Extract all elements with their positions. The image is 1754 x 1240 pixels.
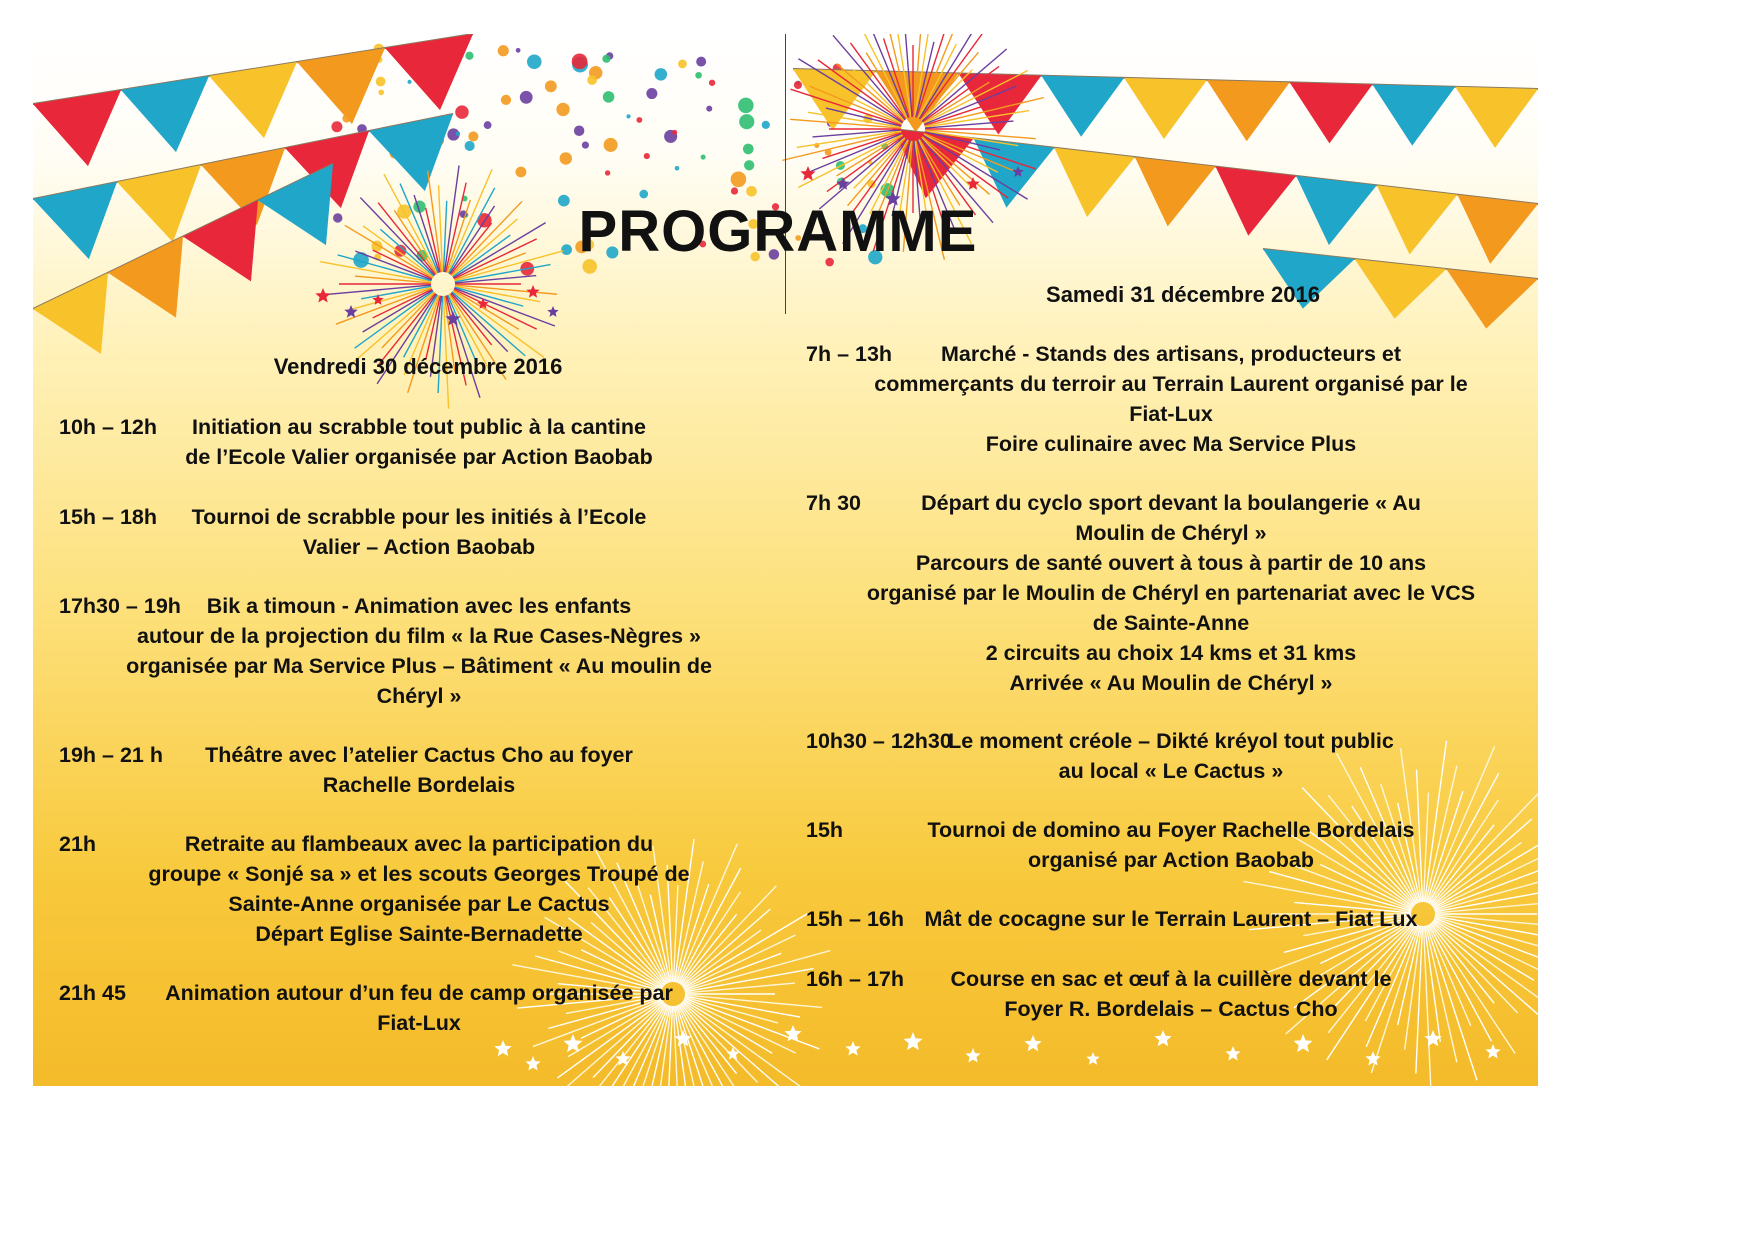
bunting-flag — [959, 73, 1042, 134]
confetti-dot — [560, 152, 572, 164]
event-line: autour de la projection du film « la Rue Cases-Nègres » — [137, 624, 701, 648]
bunting-flag — [1372, 85, 1455, 146]
event-description — [806, 904, 1536, 934]
star-shape — [1024, 1035, 1041, 1051]
bunting-flag — [33, 182, 117, 259]
bunting-flag — [369, 114, 453, 191]
star-shape — [1485, 1044, 1500, 1059]
confetti-dot — [739, 114, 754, 129]
firework-ray — [426, 296, 441, 360]
event-line: Départ Eglise Sainte-Bernadette — [255, 922, 583, 946]
bunting-flag — [1207, 80, 1290, 141]
bunting-flag — [117, 165, 201, 242]
bunting-flag — [33, 273, 108, 354]
confetti-dot — [516, 167, 527, 178]
confetti-dot — [636, 117, 642, 123]
confetti-dot — [465, 141, 475, 151]
confetti-dot — [646, 88, 657, 99]
event-line: Tournoi de scrabble pour les initiés à l’Ecole — [191, 505, 647, 529]
event-time: 10h – 12h — [59, 415, 157, 439]
event-description — [806, 339, 1536, 459]
confetti-dot — [696, 57, 706, 67]
star-shape — [845, 1041, 860, 1056]
bunting-flag — [1296, 176, 1377, 245]
event-time: 7h 30 — [806, 491, 861, 515]
star-shape — [1154, 1030, 1171, 1046]
confetti-dot — [455, 105, 468, 118]
day-heading-friday: Vendredi 30 décembre 2016 — [273, 354, 563, 379]
schedule-event — [806, 488, 1536, 698]
star-shape — [965, 1048, 980, 1063]
confetti-dot — [743, 144, 754, 155]
event-line: de l’Ecole Valier organisée par Action Baobab — [185, 445, 653, 469]
bunting-flag — [1054, 148, 1135, 217]
event-line: Sainte-Anne organisée par Le Cactus — [228, 892, 610, 916]
firework-ray — [426, 208, 441, 272]
event-line: Foire culinaire avec Ma Service Plus — [985, 432, 1357, 456]
event-line: Bik a timoun - Animation avec les enfants — [206, 594, 632, 618]
bunting-flag — [1124, 78, 1207, 139]
bunting-flag — [1216, 167, 1297, 236]
confetti-dot — [456, 132, 460, 136]
event-line: Tournoi de domino au Foyer Rachelle Bordelais — [927, 818, 1415, 842]
star-shape — [800, 166, 815, 181]
event-line: Le moment créole – Dikté kréyol tout public — [948, 729, 1394, 753]
poster — [33, 34, 1538, 1086]
firework-ray — [324, 285, 431, 295]
schedule-event — [59, 502, 779, 562]
bunting-flag — [1041, 76, 1124, 137]
event-line: Valier – Action Baobab — [302, 535, 536, 559]
star-shape — [1086, 1052, 1099, 1065]
confetti-dot — [655, 68, 668, 81]
event-line: organisée par Ma Service Plus – Bâtiment « Au moulin de — [126, 654, 712, 678]
confetti-dot — [672, 130, 677, 135]
event-line: groupe « Sonjé sa » et les scouts Georges Troupé de — [148, 862, 690, 886]
column-divider — [785, 34, 786, 314]
event-line: Foyer R. Bordelais – Cactus Cho — [1004, 997, 1338, 1021]
event-line: organisé par Action Baobab — [1028, 848, 1314, 872]
schedule-event — [59, 978, 779, 1038]
star-shape — [494, 1040, 511, 1056]
event-line: Retraite au flambeaux avec la participation du — [184, 832, 654, 856]
schedule-event — [59, 829, 779, 949]
confetti-dot — [582, 141, 589, 148]
star-shape — [547, 306, 558, 317]
event-line: Course en sac et œuf à la cuillère devant le — [950, 967, 1392, 991]
confetti-dot — [678, 59, 687, 68]
confetti-dot — [376, 77, 386, 87]
event-line: Fiat-Lux — [377, 1011, 461, 1035]
event-line: Initiation au scrabble tout public à la cantine — [192, 415, 646, 439]
confetti-dot — [701, 154, 706, 159]
confetti-dot — [644, 153, 650, 159]
event-line: Mât de cocagne sur le Terrain Laurent – Fiat Lux — [924, 907, 1418, 931]
confetti-dot — [408, 80, 412, 84]
event-description — [806, 964, 1536, 1024]
event-line: Parcours de santé ouvert à tous à partir de 10 ans — [915, 551, 1427, 575]
confetti-dot — [731, 187, 738, 194]
event-time: 19h – 21 h — [59, 743, 163, 767]
bunting-flag — [1135, 157, 1216, 226]
event-time: 7h – 13h — [806, 342, 893, 366]
event-time: 21h 45 — [59, 981, 126, 1005]
event-time: 17h30 – 19h — [59, 594, 181, 618]
confetti-dot — [498, 45, 509, 56]
firework-ray — [355, 291, 434, 348]
event-line: de Sainte-Anne — [1092, 611, 1250, 635]
star-shape — [315, 288, 330, 303]
event-line: Animation autour d’un feu de camp organisée par — [165, 981, 673, 1005]
event-time: 10h30 – 12h30 — [806, 729, 952, 753]
schedule-event — [806, 815, 1536, 875]
confetti-dot — [333, 213, 342, 222]
event-line: Théâtre avec l’atelier Cactus Cho au foyer — [205, 743, 633, 767]
schedule-event — [59, 591, 779, 711]
firework-ray — [444, 296, 449, 409]
confetti-dot — [731, 172, 747, 188]
firework-ray — [790, 119, 901, 128]
confetti-dot — [572, 54, 588, 70]
firework-ray — [453, 291, 544, 357]
confetti-dot — [468, 131, 478, 141]
confetti-dot — [762, 121, 770, 129]
event-line: Départ du cyclo sport devant la boulangerie « Au — [921, 491, 1421, 515]
confetti-dot — [501, 95, 511, 105]
confetti-dot — [746, 186, 757, 197]
event-description — [59, 978, 779, 1038]
event-time: 21h — [59, 832, 97, 856]
event-time: 15h — [806, 818, 844, 842]
confetti-dot — [738, 98, 753, 113]
firework-ray — [455, 285, 557, 294]
confetti-dot — [484, 121, 492, 129]
confetti-dot — [626, 114, 630, 118]
star-shape — [526, 285, 539, 298]
confetti-dot — [556, 103, 569, 116]
confetti-dot — [545, 80, 557, 92]
confetti-dot — [675, 166, 680, 171]
event-line: Fiat-Lux — [1129, 402, 1213, 426]
schedule-event — [59, 412, 779, 472]
confetti-dot — [587, 75, 597, 85]
bunting-flag — [1290, 82, 1373, 143]
event-description — [59, 412, 779, 472]
event-line: Arrivée « Au Moulin de Chéryl » — [1009, 671, 1333, 695]
confetti-dot — [709, 80, 715, 86]
confetti-dot — [574, 126, 584, 136]
confetti-dot — [378, 90, 384, 96]
confetti-dot — [744, 160, 754, 170]
star-shape — [904, 1032, 923, 1050]
event-line: 2 circuits au choix 14 kms et 31 kms — [985, 641, 1357, 665]
star-shape — [1294, 1034, 1313, 1052]
confetti-dot — [520, 91, 533, 104]
event-description — [59, 829, 779, 949]
event-time: 15h – 18h — [59, 505, 157, 529]
bunting-flag — [1377, 185, 1458, 254]
schedule-event — [59, 740, 779, 800]
event-description — [806, 488, 1536, 698]
event-line: Rachelle Bordelais — [322, 773, 516, 797]
schedule-event — [806, 964, 1536, 1024]
event-time: 15h – 16h — [806, 907, 904, 931]
bunting-flag — [108, 237, 183, 318]
event-line: commerçants du terroir au Terrain Laurent organisé par le — [874, 372, 1468, 396]
confetti-dot — [465, 52, 473, 60]
confetti-dot — [331, 121, 342, 132]
star-shape — [966, 177, 979, 190]
schedule-event — [806, 726, 1536, 786]
firework-ray — [810, 134, 902, 172]
confetti-dot — [527, 54, 542, 69]
star-shape — [525, 1056, 540, 1071]
confetti-dot — [605, 170, 610, 175]
day-heading-saturday: Samedi 31 décembre 2016 — [1046, 282, 1320, 307]
star-shape — [1225, 1046, 1240, 1061]
event-line: au local « Le Cactus » — [1058, 759, 1284, 783]
bunting-flag — [1457, 195, 1538, 264]
bunting-flag — [1455, 87, 1538, 148]
event-line: Chéryl » — [376, 684, 462, 708]
event-description — [806, 815, 1536, 875]
confetti-dot — [706, 106, 712, 112]
schedule-event — [806, 904, 1536, 934]
schedule-event — [806, 339, 1536, 459]
confetti-dot — [695, 72, 702, 79]
confetti-dot — [794, 81, 802, 89]
event-line: Marché - Stands des artisans, producteurs et — [941, 342, 1401, 366]
page-title: PROGRAMME — [578, 199, 978, 264]
event-line: Moulin de Chéryl » — [1075, 521, 1267, 545]
confetti-dot — [602, 55, 610, 63]
star-shape — [344, 305, 357, 318]
event-description — [59, 740, 779, 800]
event-time: 16h – 17h — [806, 967, 904, 991]
confetti-dot — [516, 48, 521, 53]
bunting-flag — [183, 200, 258, 281]
event-description — [59, 502, 779, 562]
event-line: organisé par le Moulin de Chéryl en partenariat avec le VCS — [866, 581, 1476, 605]
confetti-dot — [603, 91, 615, 103]
star-shape — [726, 1047, 739, 1060]
confetti-dot — [604, 138, 618, 152]
